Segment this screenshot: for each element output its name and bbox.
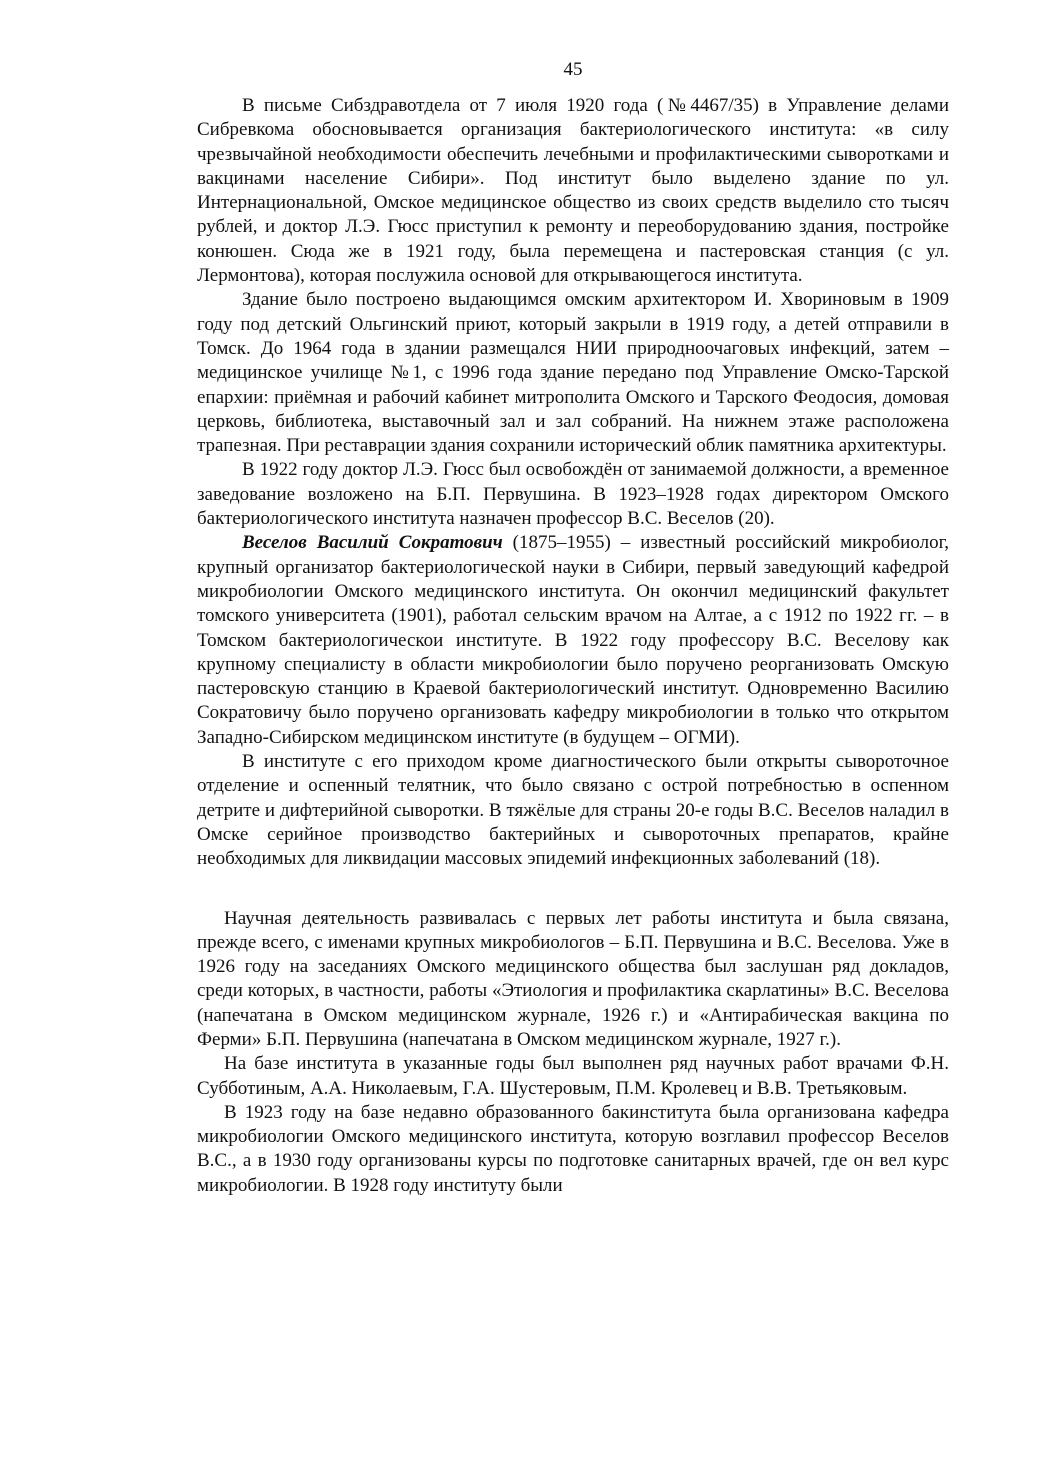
paragraph-sibzdravotdel-letter: В письме Сибздравотдела от 7 июля 1920 года (№4467/35) в Управление делами Сибревкома обосновывается организация бактериологического института: «в силу чрезвычайной необходимости обеспечить лечебными и профилактическими сыворотками и вакцинами население Сибири». Под институт было выделено здание по ул. Интернациональной, Омское медицинское общество из своих средств выделило сто тысяч рублей, и доктор Л.Э. Гюсс приступил к ремонту и переоборудованию здания, постройке конюшен. Сюда же в 1921 году, была перемещена и пастеровская станция (с ул. Лермонтова), которая послужила основой для открывающегося института. [197,95,949,287]
page-number: 45 [563,59,583,80]
veselov-name: Веселов Василий Сократович [242,532,503,554]
paragraph-institute-departments: В институте с его приходом кроме диагностического были открыты сывороточное отделение и оспенный телятник, что было связано с острой потребностью в оспенном детрите и дифтерийной сыворотки. В тяжёлые для страны 20-е годы В.С. Веселов наладил в Омске серийное производство бактерийных и сывороточных препаратов, крайне необходимых для ликвидации массовых эпидемий инфекционных заболеваний (18). [197,751,949,870]
body-text [197,94,949,1198]
paragraph-scientific-activity: Научная деятельность развивалась с первых лет работы института и была связана, прежде всего, с именами крупных микробиологов – Б.П. Первушина и В.С. Веселова. Уже в 1926 году на заседаниях Омского медицинского общества был заслушан ряд докладов, среди которых, в частности, работы «Этиология и профилактика скарлатины» В.С. Веселова (напечатана в Омском медицинском журнале, 1926 г.) и «Антирабическая вакцина по Ферми» Б.П. Первушина (напечатана в Омском медицинском журнале, 1927 г.). [197,907,949,1050]
paragraph-directors: В 1922 году доктор Л.Э. Гюсс был освобождён от занимаемой должности, а временное заведование возложено на Б.П. Первушина. В 1923–1928 годах директором Омского бактериологического института назначен профессор В.С. Веселов (20). [197,459,949,530]
paragraph-veselov-bio [197,531,949,750]
document-page [197,58,949,1198]
section-gap [197,872,949,907]
paragraph-microbiology-department: В 1923 году на базе недавно образованного бакинститута была организована кафедра микробиологии Омского медицинского института, которую возглавил профессор Веселов В.С., а в 1930 году организованы курсы по подготовке санитарных врачей, где он вел курс микробиологии. В 1928 году институту были [197,1101,949,1196]
veselov-bio-text: (1875–1955) – известный российский микробиолог, крупный организатор бактериологической науки в Сибири, первый заведующий кафедрой микробиологии Омского медицинского института. Он окончил медицинский факультет томского университета (1901), работал сельским врачом на Алтае, а с 1912 по 1922 гг. – в Томском бактериологическои институте. В 1922 году профессору В.С. Веселову как крупному специалисту в области микробиологии было поручено реорганизовать Омскую пастеровскую станцию в Краевой бактериологический институт. Одновременно Василию Сократовичу было поручено организовать кафедру микробиологии в только что открытом Западно-Сибирском медицинском институте (в будущем – ОГМИ). [197,532,949,748]
paragraph-research-works: На базе института в указанные годы был выполнен ряд научных работ врачами Ф.Н. Субботиным, А.А. Николаевым, Г.А. Шустеровым, П.М. Кролевец и В.В. Третьяковым. [197,1053,949,1099]
paragraph-building-history: Здание было построено выдающимся омским архитектором И. Хвориновым в 1909 году под детский Ольгинский приют, который закрыли в 1919 году, а детей отправили в Томск. До 1964 года в здании размещался НИИ природноочаговых инфекций, затем – медицинское училище №1, с 1996 года здание передано под Управление Омско-Тарской епархии: приёмная и рабочий кабинет митрополита Омского и Тарского Феодосия, домовая церковь, библиотека, выставочный зал и зал собраний. На нижнем этаже расположена трапезная. При реставрации здания сохранили исторический облик памятника архитектуры. [197,289,949,457]
